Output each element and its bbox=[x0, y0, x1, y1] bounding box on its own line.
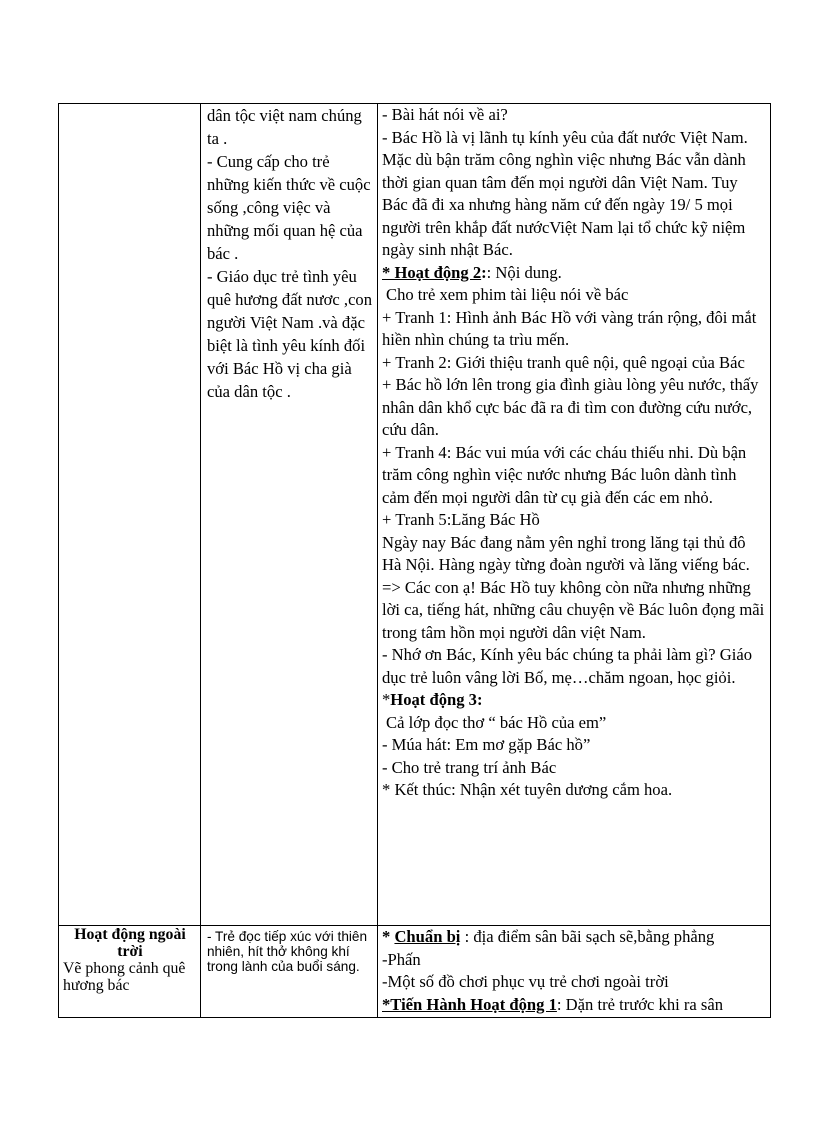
objective-text: - Cung cấp cho trẻ những kiến thức về cuộc sống ,công việc và những mối quan hệ của bác . bbox=[207, 152, 371, 263]
objective-text: dân tộc việt nam chúng ta . bbox=[207, 106, 362, 148]
objective-text: - Giáo dục trẻ tình yêu quê hương đất nươc ,con người Việt Nam .và đặc biệt là tình yêu kính đối với Bác Hồ vị cha già của dân tộc . bbox=[207, 267, 373, 401]
heading-label: * Hoạt động 2 bbox=[382, 262, 482, 282]
content-line: + Tranh 5:Lăng Bác Hồ bbox=[382, 510, 540, 529]
content-line: - Bác Hồ là vị lãnh tụ kính yêu của đất nước Việt Nam. Mặc dù bận trăm công nghìn việc nhưng Bác vẫn dành thời gian quan tâm đến mọi người dân Việt Nam. Tuy Bác đã đi xa nhưng hàng năm cứ đến ngày 19/ 5 mọi người trên khắp đất nướcViệt Nam lại tổ chức kỹ niệm ngày sinh nhật Bác. bbox=[382, 127, 748, 259]
content-line: - Bài hát nói về ai? bbox=[382, 105, 508, 124]
content-line: * Kết thúc: Nhận xét tuyên dương cắm hoa. bbox=[382, 780, 673, 799]
heading-colon: : bbox=[481, 262, 487, 282]
table-row bbox=[59, 104, 771, 926]
content-line: + Tranh 2: Giới thiệu tranh quê nội, quê ngoại của Bác bbox=[382, 352, 745, 372]
content-cell bbox=[378, 926, 771, 1018]
content-line: - Cho trẻ trang trí ảnh Bác bbox=[382, 757, 557, 777]
prep-rest: : địa điểm sân bãi sạch sẽ,bằng phẳng bbox=[460, 927, 715, 946]
content-line: Cả lớp đọc thơ “ bác Hồ của em” bbox=[386, 712, 607, 732]
objective-cell bbox=[201, 104, 378, 926]
activity-cell bbox=[59, 104, 201, 926]
activity-cell bbox=[59, 926, 201, 1018]
content-line: + Bác hồ lớn lên trong gia đình giàu lòng yêu nước, thấy nhân dân khổ cực bác đã ra đi tìm con đường cứu nước, cứu dân. bbox=[382, 375, 759, 439]
activity-2-heading bbox=[382, 262, 767, 285]
content-line: -Phấn bbox=[382, 949, 421, 969]
content-line: Ngày nay Bác đang nằm yên nghỉ trong lăng tại thủ đô Hà Nội. Hàng ngày từng đoàn người và lăng viếng bác. bbox=[382, 532, 750, 574]
content-line: - Nhớ ơn Bác, Kính yêu bác chúng ta phải làm gì? Giáo dục trẻ luôn vâng lời Bố, mẹ…chăm ngoan, học giỏi. bbox=[382, 645, 753, 687]
preparation-line bbox=[382, 926, 767, 949]
content-cell bbox=[378, 104, 771, 926]
activity-subtitle: Vẽ phong cảnh quê hương bác bbox=[63, 960, 186, 994]
content-line: + Tranh 4: Bác vui múa với các cháu thiếu nhi. Dù bận trăm công nghìn việc nước nhưng Bác luôn dành tình cảm đến mọi người dân từ cụ già đến các em nhỏ. bbox=[382, 442, 747, 507]
activity-3-heading bbox=[382, 689, 767, 712]
content-line: -Một số đồ chơi phục vụ trẻ chơi ngoài trời bbox=[382, 972, 669, 991]
prep-label: Chuẩn bị bbox=[394, 927, 461, 946]
prep-star: * bbox=[382, 927, 395, 946]
content-line: + Tranh 1: Hình ảnh Bác Hồ với vàng trán rộng, đôi mắt hiền nhìn chúng ta trìu mến. bbox=[382, 307, 757, 349]
activity-title: Hoạt động ngoài trời bbox=[74, 926, 186, 960]
objective-cell: - Trẻ đọc tiếp xúc với thiên nhiên, hít thở không khí trong lành của buổi sáng. bbox=[201, 926, 378, 1018]
content-line: Cho trẻ xem phim tài liệu nói về bác bbox=[386, 285, 629, 304]
heading-rest: : Nội dung. bbox=[486, 262, 562, 282]
content-line: - Múa hát: Em mơ gặp Bác hồ” bbox=[382, 735, 591, 754]
procedure-label: *Tiến Hành Hoạt động 1 bbox=[382, 994, 557, 1014]
content-line: => Các con ạ! Bác Hồ tuy không còn nữa nhưng những lời ca, tiếng hát, những câu chuyện về Bác luôn đọng mãi trong tâm hồn mọi người dân việt Nam. bbox=[382, 577, 765, 642]
lesson-plan-table bbox=[58, 103, 771, 1018]
heading-star: * bbox=[382, 690, 391, 709]
procedure-rest: : Dặn trẻ trước khi ra sân bbox=[556, 994, 724, 1014]
heading-label: Hoạt động 3: bbox=[390, 690, 483, 709]
table-row bbox=[59, 926, 771, 1018]
procedure-line bbox=[382, 994, 767, 1017]
